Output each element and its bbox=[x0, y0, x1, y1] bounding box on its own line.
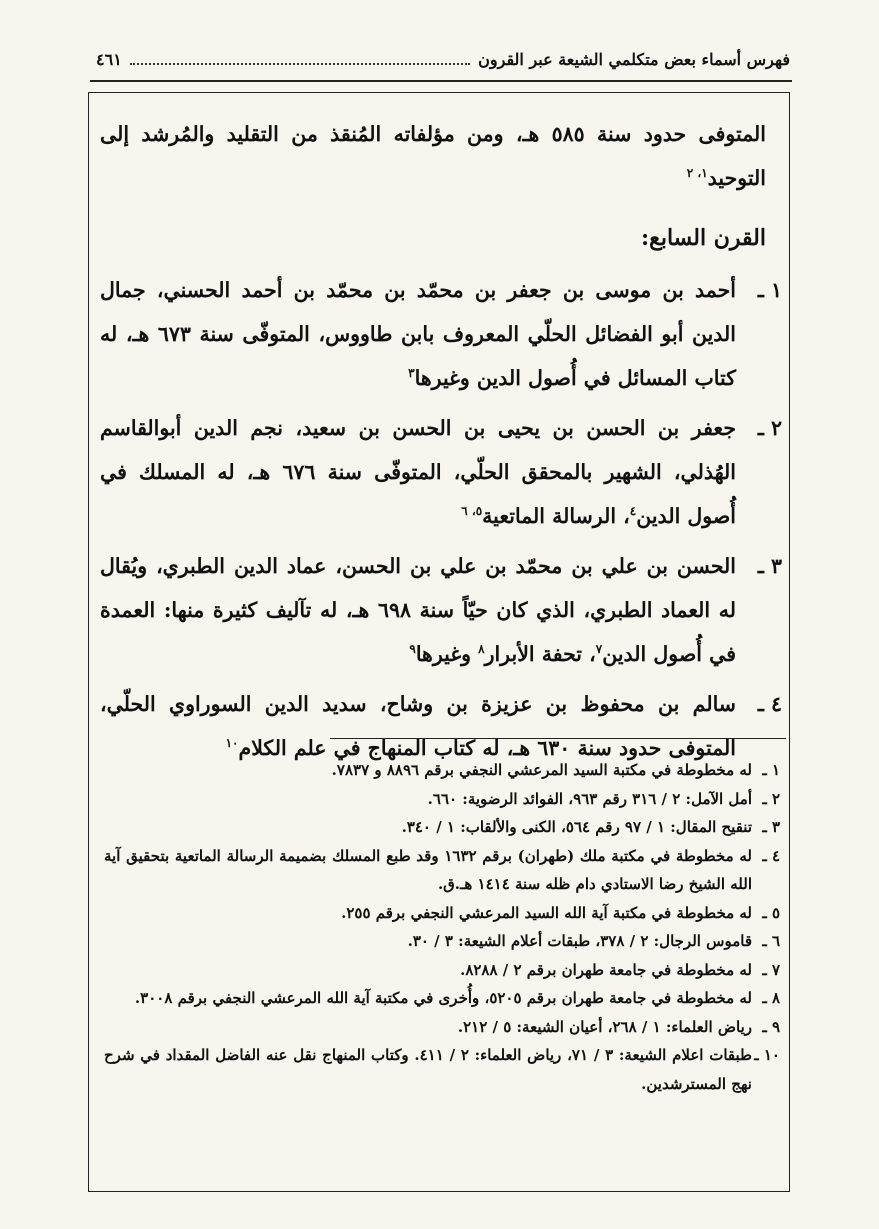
footnote-text: له مخطوطة في مكتبة ملك (طهران) برقم ١٦٣٢ وقد طبع المسلك بضميمة الرسالة الماتعية بتحقيق آية الله الشيخ رضا الاستادي دام ظله سنة ١٤١٤ هـ.ق. bbox=[104, 846, 752, 893]
footnote-text: أمل الآمل: ٢ / ٣١٦ رقم ٩٦٣، الفوائد الرضوية: ٦٦٠. bbox=[427, 789, 752, 808]
footnote-number: ٤ ـ bbox=[762, 846, 780, 865]
footnotes bbox=[104, 756, 780, 1098]
entry-text bbox=[100, 544, 736, 676]
footnote-number: ٩ ـ bbox=[762, 1017, 780, 1036]
entry-body: وغيرها bbox=[415, 642, 479, 666]
footnote-ref: ١، ٢ bbox=[686, 166, 708, 181]
footnote bbox=[104, 899, 780, 928]
footnote-number: ٧ ـ bbox=[762, 960, 780, 979]
footnote bbox=[104, 842, 780, 899]
entry-number: ١ ـ bbox=[757, 278, 782, 302]
header-title: فهرس أسماء بعض متكلمي الشيعة عبر القرون bbox=[478, 49, 790, 69]
intro-paragraph bbox=[100, 112, 766, 200]
footnote-text: قاموس الرجال: ٢ / ٣٧٨، طبقات أعلام الشيعة: ٣ / ٣٠. bbox=[407, 932, 752, 950]
footnote bbox=[104, 756, 780, 785]
footnote-text: رياض العلماء: ١ / ٢٦٨، أعيان الشيعة: ٥ / ٢١٢. bbox=[457, 1017, 752, 1036]
main-text bbox=[96, 112, 786, 770]
footnote-separator bbox=[330, 738, 786, 739]
footnote-number: ١ ـ bbox=[762, 761, 780, 779]
header-rule bbox=[90, 80, 792, 82]
footnote-text: له مخطوطة في مكتبة السيد المرعشي النجفي برقم ٨٨٩٦ و ٧٨٣٧. bbox=[331, 761, 752, 779]
entry-body: الحسن بن علي بن محمّد بن علي بن الحسن، عماد الدين الطبري، ويُقال له العماد الطبري، الذي كان حيّاً سنة ٦٩٨ هـ، له تآليف كثيرة منها: العمدة في أُصول الدين bbox=[100, 554, 736, 666]
entry-body: جعفر بن الحسن بن يحيى بن الحسن بن سعيد، نجم الدين أبوالقاسم الهُذلي، الشهير بالمحقق الحلّي، المتوفّى سنة ٦٧٦ هـ، له المسلك في أُصول الدين bbox=[100, 416, 736, 528]
footnote-ref: ٨ bbox=[478, 642, 485, 657]
footnote-text: طبقات اعلام الشيعة: ٣ / ٧١، رياض العلماء: ٢ / ٤١١. وكتاب المنهاج نقل عنه الفاضل المقداد في شرح نهج المسترشدين. bbox=[104, 1046, 752, 1093]
footnote-number: ٥ ـ bbox=[762, 903, 780, 922]
entry-number: ٣ ـ bbox=[757, 554, 782, 578]
footnote-number: ٨ ـ bbox=[762, 989, 780, 1007]
footnote-number: ١٠ ـ bbox=[754, 1046, 780, 1064]
footnote-text: له مخطوطة في جامعة طهران برقم ٥٢٠٥، وأُخرى في مكتبة آية الله المرعشي النجفي برقم ٣٠٠٨. bbox=[134, 989, 752, 1007]
entry-number: ٤ ـ bbox=[757, 692, 782, 716]
footnote-ref: ٣ bbox=[408, 366, 415, 381]
footnote-number: ٦ ـ bbox=[762, 932, 780, 950]
footnote bbox=[104, 956, 780, 985]
footnote-ref: ١٠ bbox=[225, 736, 239, 751]
footnote bbox=[104, 927, 780, 956]
entry-3 bbox=[100, 544, 786, 676]
intro-text: المتوفى حدود سنة ٥٨٥ هـ، ومن مؤلفاته المُنقذ من التقليد والمُرشد إلى التوحيد bbox=[100, 122, 766, 190]
entry-body: أحمد بن موسى بن جعفر بن محمّد بن محمّد بن أحمد الحسني، جمال الدين أبو الفضائل الحلّي المعروف بابن طاووس، المتوفّى سنة ٦٧٣ هـ، له كتاب المسائل في أُصول الدين وغيرها bbox=[100, 278, 736, 390]
entry-2 bbox=[100, 406, 786, 538]
footnote bbox=[104, 813, 780, 842]
entry-number: ٢ ـ bbox=[757, 416, 782, 440]
entry-text bbox=[100, 406, 736, 538]
footnote bbox=[104, 984, 780, 1013]
running-header bbox=[96, 44, 790, 74]
footnote bbox=[104, 785, 780, 814]
entry-text bbox=[100, 268, 736, 400]
section-heading: القرن السابع: bbox=[641, 225, 766, 251]
footnote bbox=[104, 1013, 780, 1042]
footnote-number: ٣ ـ bbox=[762, 818, 780, 836]
footnote-ref: ٥، ٦ bbox=[461, 504, 483, 519]
entry-1 bbox=[100, 268, 786, 400]
footnote-ref: ٧ bbox=[595, 642, 603, 657]
entry-body: سالم بن محفوظ بن عزيزة بن وشاح، سديد الدين السوراوي الحلّي، المتوفى حدود سنة ٦٣٠ هـ، له كتاب المنهاج في علم الكلام bbox=[100, 692, 736, 760]
footnote-text: تنقيح المقال: ١ / ٩٧ رقم ٥٦٤، الكنى والألقاب: ١ / ٣٤٠. bbox=[401, 818, 752, 836]
footnote bbox=[104, 1041, 780, 1098]
entry-body: ، تحفة الأبرار bbox=[484, 642, 596, 666]
header-leader-dots bbox=[130, 53, 470, 65]
footnote-text: له مخطوطة في مكتبة آية الله السيد المرعشي النجفي برقم ٢٥٥. bbox=[341, 903, 752, 922]
footnote-ref: ٤ bbox=[629, 504, 637, 519]
entry-body: ، الرسالة الماتعية bbox=[482, 504, 630, 528]
footnote-text: له مخطوطة في جامعة طهران برقم ٢ / ٨٢٨٨. bbox=[460, 960, 752, 979]
footnote-ref: ٩ bbox=[409, 642, 416, 657]
footnote-number: ٢ ـ bbox=[762, 789, 780, 808]
page-number: ٤٦١ bbox=[96, 49, 122, 69]
